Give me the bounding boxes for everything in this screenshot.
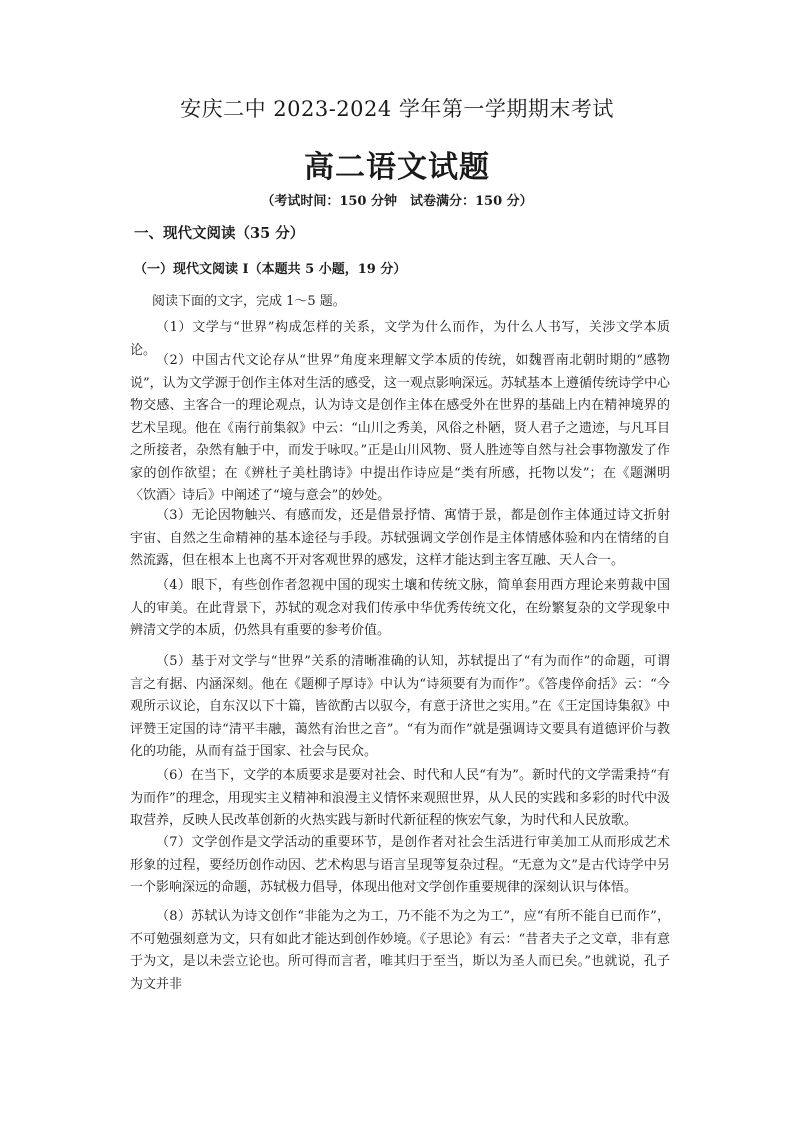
reading-instruction: 阅读下面的文字，完成 1～5 题。 bbox=[152, 294, 346, 309]
paragraph-5: （5）基于对文学与“世界”关系的清晰准确的认知，苏轼提出了“有为而作”的命题，可谓言之有据、内涵深刻。他在《题柳子厚诗》中认为“诗须要有为而作”。《答虔倅俞括》云：“今观所示议论，自东汉以下十篇，皆欲酌古以驭今，有意于济世之实用。”在《王定国诗集叙》中评赞王定国的诗“清平丰融，蔼然有治世之音”。“有为而作”就是强调诗文要具有道德评价与教化的功能，从而有益于国家、社会与民众。 bbox=[130, 654, 670, 759]
paragraph-1: （1）文学与“世界”构成怎样的关系，文学为什么而作，为什么人书写，关涉文学本质论。 bbox=[130, 320, 670, 358]
subject-title: 高二语文试题 bbox=[304, 150, 490, 185]
paragraph-3: （3）无论因物触兴、有感而发，还是借景抒情、寓情于景，都是创作主体通过诗文折射宇宙、自然之生命精神的基本途径与手段。苏轼强调文学创作是主体情感体验和内在情绪的自然流露，但在根本上也离不开对客观世界的感发，这样才能达到主客互融、天人合一。 bbox=[130, 508, 670, 568]
paragraph-2: （2）中国古代文论存从“世界”角度来理解文学本质的传统，如魏晋南北朝时期的“感物说”，认为文学源于创作主体对生活的感受，这一观点影响深远。苏轼基本上遵循传统诗学中心物交感、主客合一的理论观点，认为诗文是创作主体在感受外在世界的基础上内在精神境界的艺术呈现。他在《南行前集叙》中云：“山川之秀美，风俗之朴陋，贤人君子之遗迹，与凡耳目之所接者，杂然有触于中，而发于咏叹。”正是山川风物、贤人胜迹等自然与社会事物激发了作家的创作欲望；在《辨杜子美杜鹃诗》中提出作诗应是“类有所感，托物以发”；在《题渊明〈饮酒〉诗后》中阐述了“境与意会”的妙处。 bbox=[130, 353, 670, 503]
subsection-heading: （一）现代文阅读 I（本题共 5 小题，19 分） bbox=[134, 262, 407, 277]
exam-info: （考试时间：150 分钟 试卷满分：150 分） bbox=[261, 194, 533, 209]
paragraph-6: （6）在当下，文学的本质要求是要对社会、时代和人民“有为”。新时代的文学需秉持“有为而作”的理念，用现实主义精神和浪漫主义情怀来观照世界，从人民的实践和多彩的时代中汲取营养，反映人民改革创新的火热实践与新时代新征程的恢宏气象，为时代和人民放歌。 bbox=[130, 768, 670, 828]
section-heading: 一、现代文阅读（35 分） bbox=[134, 225, 305, 242]
paragraph-8: （8）苏轼认为诗文创作“非能为之为工，乃不能不为之为工”，应“有所不能自已而作”，不可勉强刻意为文，只有如此才能达到创作妙境。《子思论》有云：“昔者夫子之文章，非有意于为文，是以未尝立论也。所可得而言者，唯其归于至当，斯以为圣人而已矣。”也就说，孔子为文并非 bbox=[130, 909, 670, 992]
paragraph-7: （7）文学创作是文学活动的重要环节，是创作者对社会生活进行审美加工从而形成艺术形象的过程，要经历创作动因、艺术构思与语言呈现等复杂过程。“无意为文”是古代诗学中另一个影响深远的命题，苏轼极力倡导，体现出他对文学创作重要规律的深刻认识与体悟。 bbox=[130, 835, 670, 895]
exam-title: 安庆二中 2023-2024 学年第一学期期末考试 bbox=[180, 97, 614, 121]
paragraph-4: （4）眼下，有些创作者忽视中国的现实土壤和传统文脉，简单套用西方理论来剪裁中国人的审美。在此背景下，苏轼的观念对我们传承中华优秀传统文化，在纷繁复杂的文学现象中辨清文学的本质，仍然具有重要的参考价值。 bbox=[130, 578, 670, 638]
